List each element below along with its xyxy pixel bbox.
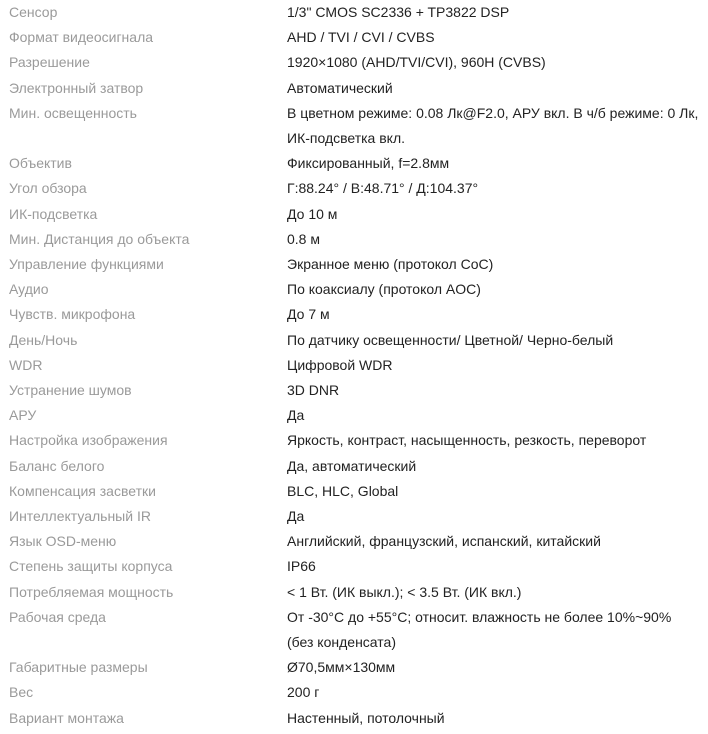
spec-label: Аудио xyxy=(9,281,49,298)
spec-label: Потребляемая мощность xyxy=(9,583,174,600)
spec-value: Автоматический xyxy=(287,79,393,96)
spec-row xyxy=(9,580,699,605)
spec-row xyxy=(9,504,699,529)
spec-row xyxy=(9,554,699,579)
spec-value: По коаксиалу (протокол AOC) xyxy=(287,281,481,298)
spec-label: Разрешение xyxy=(9,54,90,71)
spec-row xyxy=(9,454,699,479)
spec-value: Фиксированный, f=2.8мм xyxy=(287,155,450,172)
spec-row xyxy=(9,302,699,327)
spec-value: Г:88.24° / В:48.71° / Д:104.37° xyxy=(287,180,479,197)
spec-value: Да xyxy=(287,508,305,525)
spec-label: Управление функциями xyxy=(9,256,164,273)
spec-value: Настенный, потолочный xyxy=(287,709,445,726)
spec-row xyxy=(9,252,699,277)
spec-value: Ø70,5мм×130мм xyxy=(287,659,396,676)
spec-row xyxy=(9,50,699,75)
spec-row xyxy=(9,353,699,378)
spec-label: Вариант монтажа xyxy=(9,709,124,726)
spec-label: Формат видеосигнала xyxy=(9,29,154,46)
spec-value: BLC, HLC, Global xyxy=(287,482,399,499)
spec-row xyxy=(9,428,699,453)
spec-row xyxy=(9,0,699,25)
spec-value: 0.8 м xyxy=(287,230,320,247)
spec-label: Габаритные размеры xyxy=(9,659,148,676)
spec-label: Настройка изображения xyxy=(9,432,168,449)
spec-row xyxy=(9,25,699,50)
spec-label: Электронный затвор xyxy=(9,79,144,96)
spec-row xyxy=(9,706,699,731)
spec-value: IP66 xyxy=(287,558,316,575)
spec-value: AHD / TVI / CVI / CVBS xyxy=(287,29,435,46)
spec-value: Яркость, контраст, насыщенность, резкость, переворот xyxy=(287,432,647,449)
spec-label: День/Ночь xyxy=(9,331,78,348)
spec-label: Рабочая среда xyxy=(9,608,106,625)
spec-label: Устранение шумов xyxy=(9,382,132,399)
spec-row xyxy=(9,378,699,403)
spec-label: Угол обзора xyxy=(9,180,87,197)
spec-value: 3D DNR xyxy=(287,382,340,399)
spec-label: WDR xyxy=(9,356,43,373)
spec-value: Цифровой WDR xyxy=(287,356,393,373)
spec-value: До 7 м xyxy=(287,306,330,323)
spec-value: Да xyxy=(287,407,305,424)
spec-label: Чувств. микрофона xyxy=(9,306,136,323)
spec-value: До 10 м xyxy=(287,205,338,222)
spec-row xyxy=(9,328,699,353)
spec-label: Сенсор xyxy=(9,4,58,20)
spec-label: Мин. освещенность xyxy=(9,104,137,121)
spec-value: Английский, французский, испанский, китайский xyxy=(287,533,601,550)
spec-value: В цветном режиме: 0.08 Лк@F2.0, АРУ вкл. В ч/б режиме: 0 Лк, ИК-подсветка вкл. xyxy=(287,104,699,147)
spec-value: 200 г xyxy=(287,684,320,701)
spec-label: Степень защиты корпуса xyxy=(9,558,173,575)
spec-row xyxy=(9,227,699,252)
spec-label: Мин. Дистанция до объекта xyxy=(9,230,190,247)
spec-row xyxy=(9,76,699,101)
spec-row xyxy=(9,529,699,554)
spec-value: Да, автоматический xyxy=(287,457,417,474)
spec-label: Интеллектуальный IR xyxy=(9,508,151,525)
spec-value: 1/3" CMOS SC2336 + TP3822 DSP xyxy=(287,4,510,20)
spec-label: Компенсация засветки xyxy=(9,482,156,499)
spec-row xyxy=(9,680,699,705)
spec-label: Объектив xyxy=(9,155,72,172)
spec-row xyxy=(9,101,699,151)
spec-value: 1920×1080 (AHD/TVI/CVI), 960H (CVBS) xyxy=(287,54,546,71)
spec-label: Баланс белого xyxy=(9,457,105,474)
spec-row xyxy=(9,403,699,428)
spec-row xyxy=(9,655,699,680)
spec-row xyxy=(9,202,699,227)
spec-label: Вес xyxy=(9,684,34,701)
spec-label: АРУ xyxy=(9,407,37,424)
spec-row xyxy=(9,605,699,655)
spec-value: От -30°C до +55°C; относит. влажность не более 10%~90% (без конденсата) xyxy=(287,608,672,651)
spec-row xyxy=(9,151,699,176)
spec-label: Язык OSD-меню xyxy=(9,533,117,550)
spec-value: По датчику освещенности/ Цветной/ Черно-белый xyxy=(287,331,614,348)
spec-value: < 1 Вт. (ИК выкл.); < 3.5 Вт. (ИК вкл.) xyxy=(287,583,522,600)
spec-row xyxy=(9,277,699,302)
spec-row xyxy=(9,479,699,504)
spec-label: ИК-подсветка xyxy=(9,205,98,222)
spec-row xyxy=(9,176,699,201)
spec-value: Экранное меню (протокол CoC) xyxy=(287,256,494,273)
